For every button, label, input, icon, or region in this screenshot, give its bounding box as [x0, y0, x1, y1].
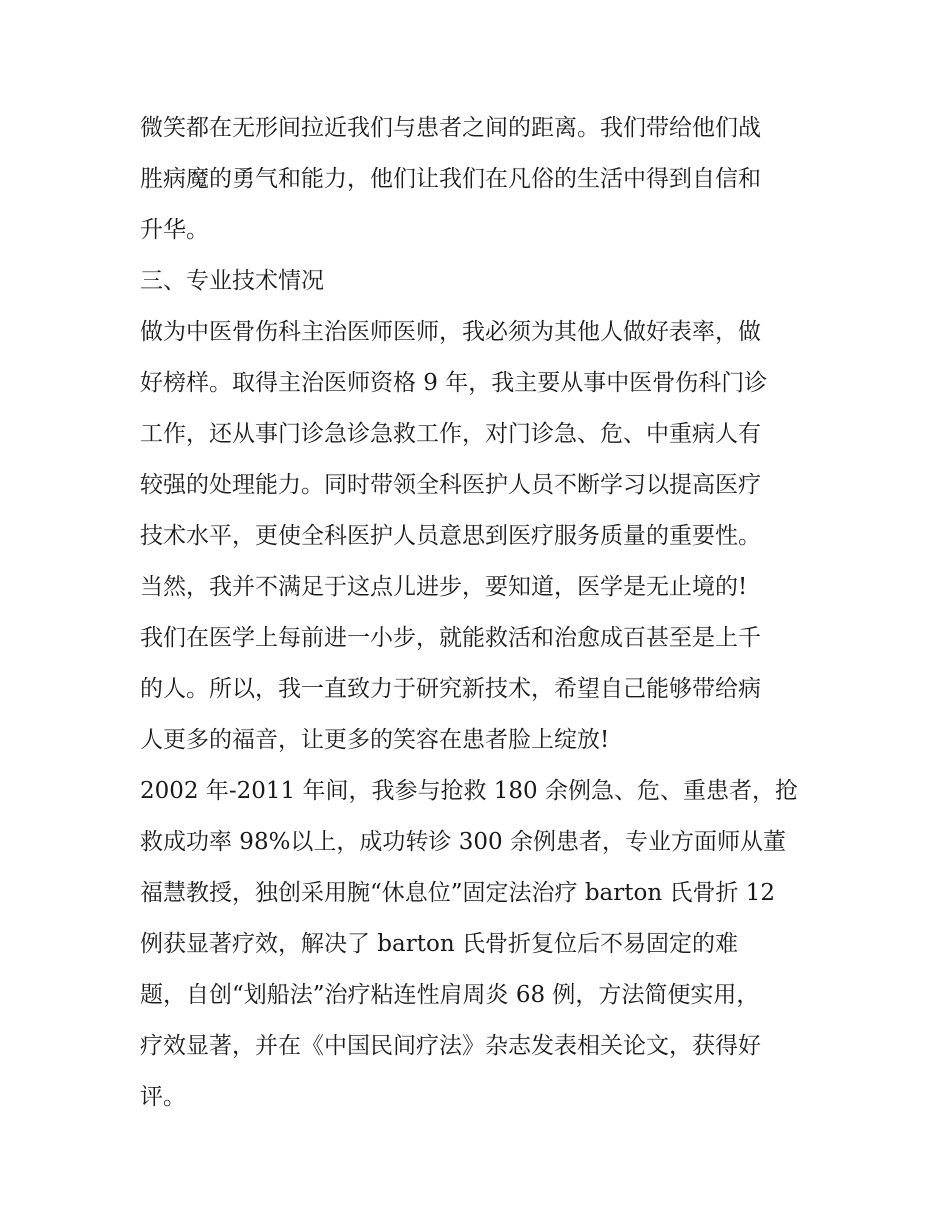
text-line: 人更多的福音，让更多的笑容在患者脸上绽放!	[140, 727, 610, 753]
text-line: 胜病魔的勇气和能力，他们让我们在凡俗的生活中得到自信和	[140, 166, 761, 192]
text-line: 例获显著疗效，解决了 barton 氏骨折复位后不易固定的难	[140, 931, 738, 957]
text-line: 救成功率 98%以上，成功转诊 300 余例患者，专业方面师从董	[140, 829, 786, 855]
text-line: 的人。所以，我一直致力于研究新技术，希望自己能够带给病	[140, 676, 761, 702]
text-line: 好榜样。取得主治医师资格 9 年，我主要从事中医骨伤科门诊	[140, 370, 768, 396]
text-line: 评。	[140, 1084, 186, 1110]
text-line: 微笑都在无形间拉近我们与患者之间的距离。我们带给他们战	[140, 115, 761, 141]
text-line: 当然，我并不满足于这点儿进步，要知道，医学是无止境的!	[140, 574, 748, 600]
text-line: 技术水平，更使全科医护人员意思到医疗服务质量的重要性。	[140, 523, 761, 549]
text-line: 做为中医骨伤科主治医师医师，我必须为其他人做好表率，做	[140, 319, 761, 345]
section-heading: 三、专业技术情况	[140, 268, 324, 294]
text-line: 2002 年-2011 年间，我参与抢救 180 余例急、危、重患者，抢	[140, 778, 798, 804]
text-line: 工作，还从事门诊急诊急救工作，对门诊急、危、中重病人有	[140, 421, 761, 447]
text-line: 福慧教授，独创采用腕“休息位”固定法治疗 barton 氏骨折 12	[140, 880, 776, 906]
text-line: 题，自创“划船法”治疗粘连性肩周炎 68 例，方法简便实用，	[140, 982, 760, 1008]
text-line: 我们在医学上每前进一小步，就能救活和治愈成百甚至是上千	[140, 625, 761, 651]
text-line: 较强的处理能力。同时带领全科医护人员不断学习以提高医疗	[140, 472, 761, 498]
text-line: 疗效显著，并在《中国民间疗法》杂志发表相关论文，获得好	[140, 1033, 761, 1059]
text-line: 升华。	[140, 217, 209, 243]
